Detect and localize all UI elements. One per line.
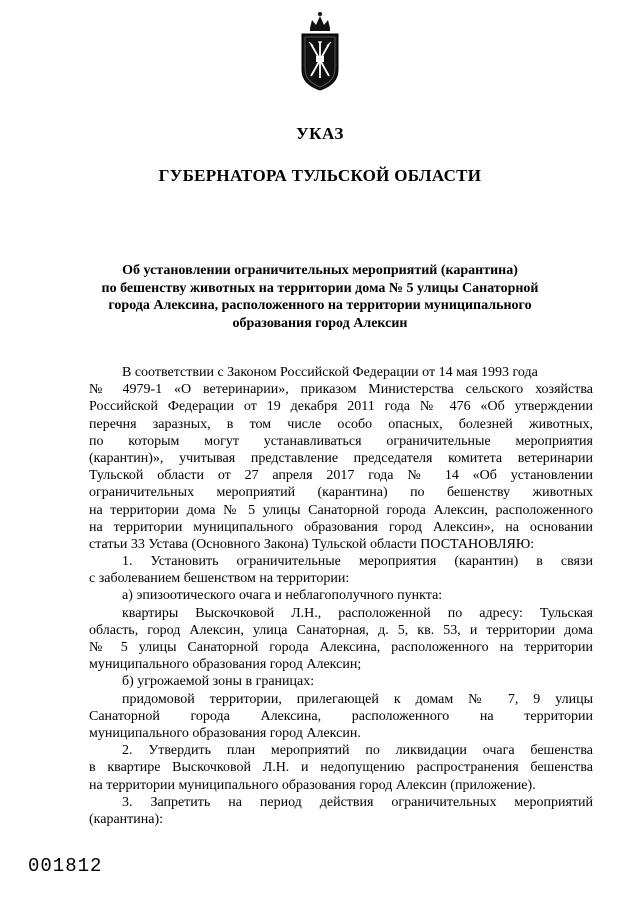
body-line: перечня заразных, в том числе особо опасных, болезней животных, xyxy=(89,416,593,432)
tula-coat-of-arms-icon xyxy=(296,10,344,94)
body-line: в квартире Выскочковой Л.Н. и недопущению распространения бешенства xyxy=(89,760,593,776)
document-body xyxy=(89,364,593,828)
body-line: В соответствии с Законом Российской Федерации от 14 мая 1993 года xyxy=(122,365,538,380)
body-line: № 5 улицы Санаторной города Алексина, расположенного на территории xyxy=(89,640,593,655)
body-line: с заболеванием бешенством на территории: xyxy=(89,571,350,587)
body-line: статьи 33 Устава (Основного Закона) Тульской области ПОСТАНОВЛЯЮ: xyxy=(89,536,535,552)
body-line: а) эпизоотического очага и неблагополучного пункта: xyxy=(122,588,443,604)
body-line: по которым могут устанавливаться ограничительные мероприятия xyxy=(89,433,593,449)
subject-line: по бешенству животных на территории дома № 5 улицы Санаторной xyxy=(101,280,539,296)
body-line: № 4979-1 «О ветеринарии», приказом Министерства сельского хозяйства xyxy=(89,382,593,398)
body-line: муниципального образования город Алексин; xyxy=(89,657,362,673)
body-line: область, город Алексин, улица Санаторная, д. 5, кв. 53, и территории дома xyxy=(89,622,593,638)
body-line: б) угрожаемой зоны в границах: xyxy=(122,674,315,690)
document-issuer-heading: ГУБЕРНАТОРА ТУЛЬСКОЙ ОБЛАСТИ xyxy=(158,166,482,185)
body-line: Российской Федерации от 19 декабря 2011 года № 476 «Об утверждении xyxy=(89,399,593,415)
body-line: на территории муниципального образования город Алексин (приложение). xyxy=(89,777,536,793)
body-line: ограничительных мероприятий (карантина) по бешенству животных xyxy=(89,485,593,501)
subject-line: Об установлении ограничительных мероприятий (карантина) xyxy=(122,263,518,278)
body-line: муниципального образования город Алексин. xyxy=(89,725,361,741)
body-line: 2. Утвердить план мероприятий по ликвидации очага бешенства xyxy=(122,743,593,759)
body-line: 1. Установить ограничительные мероприятия (карантин) в связи xyxy=(122,554,593,570)
document-type-heading: УКАЗ xyxy=(296,124,344,143)
registration-number: 001812 xyxy=(28,855,103,877)
document-subject-title xyxy=(90,262,550,332)
body-line: Санаторной города Алексина, расположенного на территории xyxy=(89,708,593,724)
subject-line: города Алексина, расположенного на территории муниципального xyxy=(108,298,532,313)
body-line: на территории муниципального образования город Алексин», на основании xyxy=(89,519,593,535)
body-line: Тульской области от 27 апреля 2017 года № 14 «Об установлении xyxy=(89,468,593,484)
body-line: на территории дома № 5 улицы Санаторной города Алексин, расположенного xyxy=(89,502,593,518)
body-line: (карантина): xyxy=(89,811,164,827)
body-line: (карантин)», учитывая представление председателя комитета ветеринарии xyxy=(89,450,593,466)
body-line: придомовой территории, прилегающей к домам № 7, 9 улицы xyxy=(122,691,593,707)
body-line: квартиры Выскочковой Л.Н., расположенной по адресу: Тульская xyxy=(122,605,593,621)
body-line: 3. Запретить на период действия ограничительных мероприятий xyxy=(122,794,593,810)
subject-line: образования город Алексин xyxy=(232,315,408,331)
